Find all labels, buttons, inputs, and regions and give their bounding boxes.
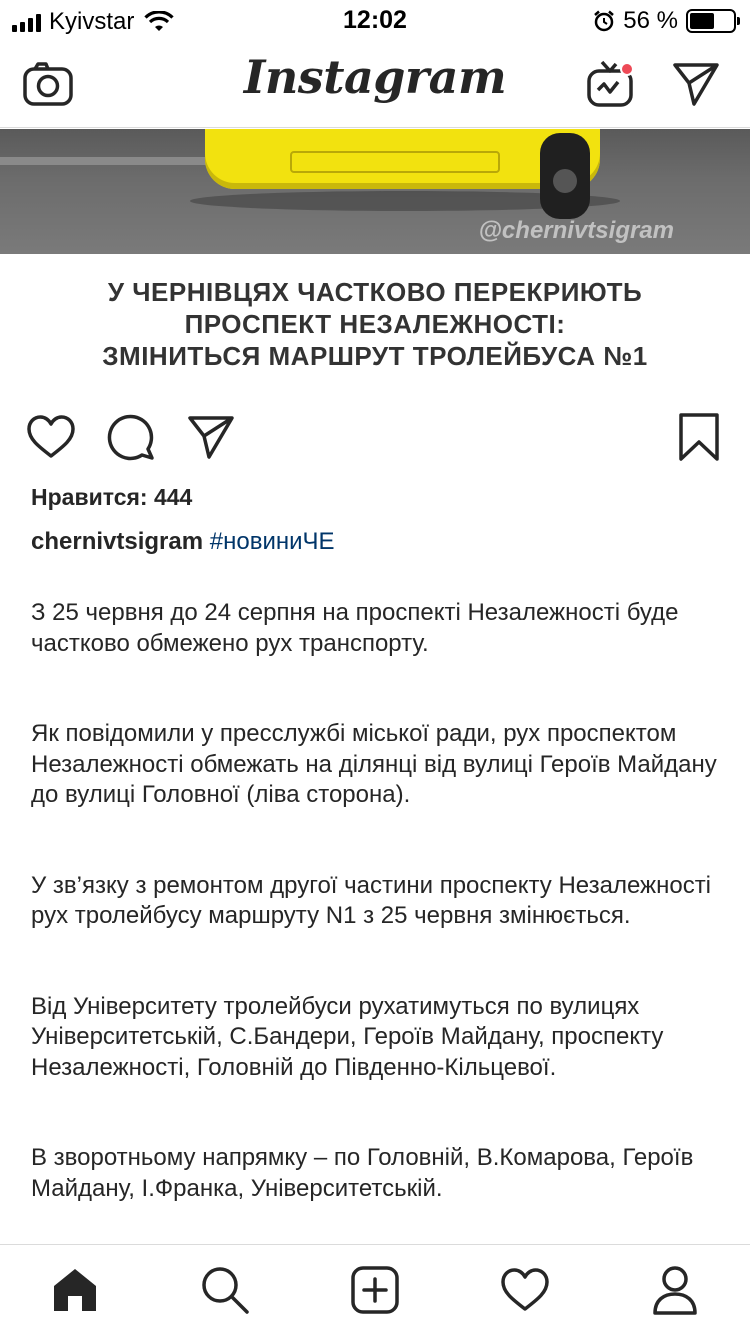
caption-paragraph: Як повідомили у пресслужбі міської ради, рух проспектом Незалежності обмежать на ділянці від вулиці Героїв Майдану до вулиці Головної (ліва сторона). <box>31 720 717 808</box>
post-username[interactable]: chernivtsigram <box>31 528 204 555</box>
direct-message-icon[interactable] <box>670 58 722 110</box>
headline-line: ЗМІНИТЬСЯ МАРШРУТ ТРОЛЕЙБУСА №1 <box>102 341 648 371</box>
headline-line: У ЧЕРНІВЦЯХ ЧАСТКОВО ПЕРЕКРИЮТЬ <box>107 277 643 307</box>
status-right <box>593 7 736 35</box>
headline-line: ПРОСПЕКТ НЕЗАЛЕЖНОСТІ: <box>184 309 566 339</box>
status-time: 12:02 <box>343 6 407 34</box>
battery-fill <box>690 13 714 29</box>
like-heart-icon[interactable] <box>24 410 78 464</box>
alarm-icon <box>593 10 615 32</box>
bus-wheel-hub <box>553 169 577 193</box>
carrier-name: Kyivstar <box>49 8 135 35</box>
comment-icon[interactable] <box>104 410 158 464</box>
bus-bumper <box>290 151 500 173</box>
caption-header <box>31 528 335 556</box>
search-icon[interactable] <box>198 1263 252 1317</box>
igtv-notification-dot <box>620 62 634 76</box>
top-nav-bar <box>0 40 750 128</box>
bottom-tab-bar <box>0 1244 750 1334</box>
status-bar <box>0 0 750 40</box>
image-watermark: @chernivtsigram <box>478 217 674 244</box>
profile-icon[interactable] <box>648 1263 702 1317</box>
post-hashtag[interactable]: #новиниЧЕ <box>209 528 335 555</box>
post-image[interactable] <box>0 129 750 254</box>
activity-heart-icon[interactable] <box>498 1263 552 1317</box>
add-post-icon[interactable] <box>348 1263 402 1317</box>
battery-percent: 56 % <box>623 7 678 34</box>
battery-icon <box>686 9 736 33</box>
caption-paragraph: Від Університету тролейбуси рухатимуться по вулицях Університетській, С.Бандери, Героїв Майдану, проспекту Незалежності, Головній до Південно-Кільцевої. <box>31 992 664 1081</box>
caption-paragraph: У зв’язку з ремонтом другої частини проспекту Незалежності рух тролейбусу маршруту N1 з 25 червня змінюється. <box>31 871 712 929</box>
caption-paragraph: В зворотньому напрямку – по Головній, В.Комарова, Героїв Майдану, І.Франка, Університетській. <box>31 1144 694 1202</box>
igtv-icon[interactable] <box>584 58 636 110</box>
curb-shape <box>0 157 220 165</box>
caption-paragraph: З 25 червня до 24 серпня на проспекті Незалежності буде частково обмежено рух транспорту. <box>31 599 679 657</box>
bookmark-icon[interactable] <box>672 410 726 464</box>
likes-count[interactable]: Нравится: 444 <box>31 484 193 510</box>
post-headline <box>0 254 750 402</box>
home-icon[interactable] <box>48 1263 102 1317</box>
post-actions <box>0 400 750 472</box>
caption-body <box>31 598 731 1264</box>
share-icon[interactable] <box>184 410 238 464</box>
instagram-logo[interactable]: Instagram <box>243 50 507 104</box>
